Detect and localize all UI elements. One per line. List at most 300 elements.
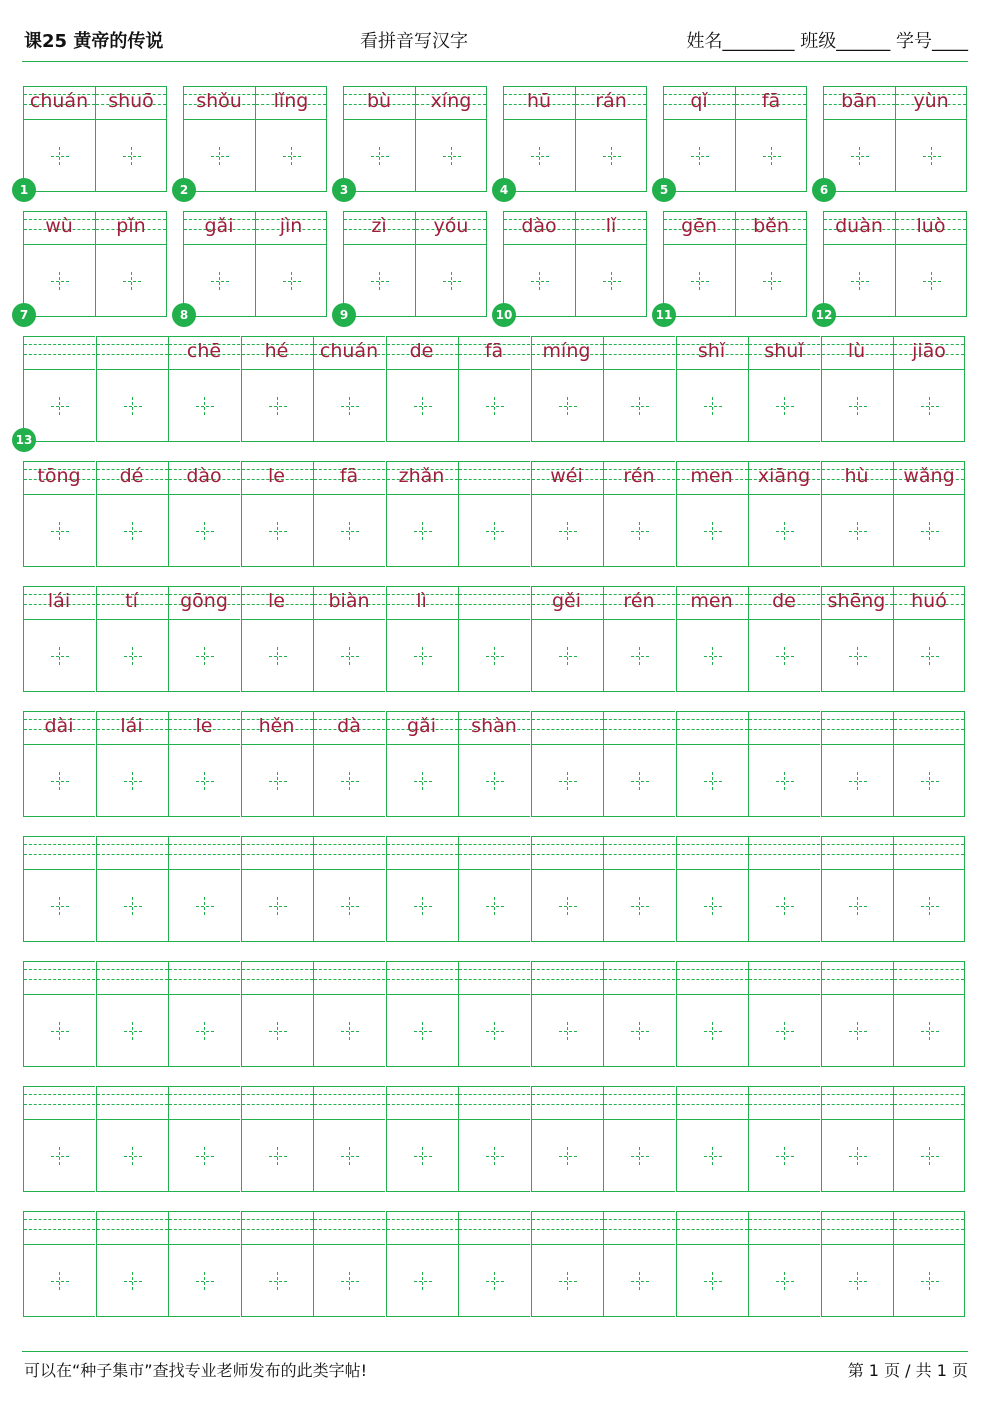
writing-cell[interactable] bbox=[458, 461, 531, 568]
writing-cell[interactable] bbox=[458, 711, 531, 818]
pinyin-lines bbox=[748, 1211, 820, 1245]
writing-cell[interactable] bbox=[531, 461, 604, 568]
writing-cell[interactable] bbox=[575, 211, 648, 318]
character-box[interactable] bbox=[168, 619, 240, 692]
pinyin-label: chuán bbox=[29, 90, 89, 112]
character-box[interactable] bbox=[893, 1244, 965, 1317]
character-box[interactable] bbox=[96, 494, 168, 567]
character-box[interactable] bbox=[23, 244, 95, 317]
writing-cell[interactable] bbox=[313, 1086, 386, 1193]
writing-cell[interactable] bbox=[458, 961, 531, 1068]
writing-cell[interactable] bbox=[168, 1211, 241, 1318]
writing-cell[interactable] bbox=[531, 711, 604, 818]
character-box[interactable] bbox=[458, 1244, 530, 1317]
writing-cell[interactable] bbox=[603, 461, 676, 568]
writing-cell[interactable] bbox=[386, 711, 459, 818]
writing-cell[interactable] bbox=[893, 336, 966, 443]
character-box[interactable] bbox=[96, 1244, 168, 1317]
character-box[interactable] bbox=[168, 494, 240, 567]
character-box[interactable] bbox=[96, 369, 168, 442]
character-box[interactable] bbox=[748, 619, 820, 692]
writing-cell[interactable] bbox=[676, 961, 749, 1068]
character-box[interactable] bbox=[531, 869, 603, 942]
writing-cell[interactable] bbox=[241, 1086, 314, 1193]
character-box[interactable] bbox=[893, 369, 965, 442]
character-box[interactable] bbox=[823, 244, 895, 317]
character-box[interactable] bbox=[168, 869, 240, 942]
writing-cell[interactable] bbox=[168, 461, 241, 568]
pinyin-label: bù bbox=[366, 90, 392, 112]
character-box[interactable] bbox=[503, 119, 575, 192]
writing-cell[interactable] bbox=[313, 961, 386, 1068]
character-box[interactable] bbox=[531, 619, 603, 692]
character-box[interactable] bbox=[893, 994, 965, 1067]
character-box[interactable] bbox=[313, 369, 385, 442]
character-box[interactable] bbox=[603, 869, 675, 942]
writing-cell[interactable] bbox=[893, 586, 966, 693]
writing-cell[interactable] bbox=[458, 586, 531, 693]
character-box[interactable] bbox=[386, 744, 458, 817]
writing-cell[interactable] bbox=[893, 836, 966, 943]
writing-cell[interactable] bbox=[893, 1211, 966, 1318]
character-box[interactable] bbox=[821, 744, 893, 817]
pinyin-lines bbox=[676, 1086, 748, 1120]
writing-cell[interactable] bbox=[531, 1086, 604, 1193]
writing-cell[interactable] bbox=[503, 211, 576, 318]
character-box[interactable] bbox=[386, 369, 458, 442]
writing-cell[interactable] bbox=[821, 1211, 894, 1318]
character-box[interactable] bbox=[748, 494, 820, 567]
writing-cell[interactable] bbox=[168, 586, 241, 693]
character-box[interactable] bbox=[241, 369, 313, 442]
writing-cell[interactable] bbox=[603, 586, 676, 693]
writing-cell[interactable] bbox=[893, 961, 966, 1068]
character-box[interactable] bbox=[735, 244, 807, 317]
pinyin-lines bbox=[23, 961, 95, 995]
character-box[interactable] bbox=[575, 244, 647, 317]
pinyin-label: fā bbox=[339, 465, 359, 487]
writing-cell[interactable] bbox=[458, 1211, 531, 1318]
writing-cell[interactable] bbox=[823, 86, 896, 193]
character-box[interactable] bbox=[95, 119, 167, 192]
writing-cell[interactable] bbox=[676, 461, 749, 568]
pinyin-lines bbox=[458, 586, 530, 620]
pinyin-lines bbox=[241, 1211, 313, 1245]
character-box[interactable] bbox=[748, 1119, 820, 1192]
writing-cell[interactable] bbox=[503, 86, 576, 193]
writing-cell[interactable] bbox=[748, 336, 821, 443]
character-box[interactable] bbox=[821, 494, 893, 567]
character-box[interactable] bbox=[458, 619, 530, 692]
writing-cell[interactable] bbox=[893, 461, 966, 568]
pinyin-label: zhǎn bbox=[398, 465, 445, 487]
writing-cell[interactable] bbox=[23, 961, 96, 1068]
pinyin-label: dài bbox=[44, 715, 74, 737]
pinyin-lines bbox=[96, 961, 168, 995]
character-box[interactable] bbox=[23, 994, 95, 1067]
writing-cell[interactable] bbox=[96, 1086, 169, 1193]
character-box[interactable] bbox=[531, 369, 603, 442]
pinyin-label: shǐ bbox=[697, 340, 726, 362]
character-box[interactable] bbox=[386, 1244, 458, 1317]
writing-cell[interactable] bbox=[603, 836, 676, 943]
character-box[interactable] bbox=[603, 994, 675, 1067]
character-box[interactable] bbox=[23, 119, 95, 192]
writing-cell[interactable] bbox=[23, 586, 96, 693]
writing-cell[interactable] bbox=[676, 711, 749, 818]
writing-cell[interactable] bbox=[458, 836, 531, 943]
writing-cell[interactable] bbox=[748, 1211, 821, 1318]
character-box[interactable] bbox=[23, 744, 95, 817]
character-box[interactable] bbox=[168, 744, 240, 817]
character-box[interactable] bbox=[183, 119, 255, 192]
character-box[interactable] bbox=[821, 369, 893, 442]
question-number-badge: 11 bbox=[652, 303, 676, 327]
character-box[interactable] bbox=[676, 494, 748, 567]
character-box[interactable] bbox=[168, 1244, 240, 1317]
writing-cell[interactable] bbox=[96, 836, 169, 943]
character-box[interactable] bbox=[458, 494, 530, 567]
writing-cell[interactable] bbox=[168, 711, 241, 818]
character-box[interactable] bbox=[313, 744, 385, 817]
writing-cell[interactable] bbox=[95, 211, 168, 318]
character-box[interactable] bbox=[23, 1244, 95, 1317]
character-box[interactable] bbox=[503, 244, 575, 317]
character-box[interactable] bbox=[343, 119, 415, 192]
character-box[interactable] bbox=[96, 1119, 168, 1192]
writing-cell[interactable] bbox=[241, 711, 314, 818]
writing-cell[interactable] bbox=[386, 836, 459, 943]
writing-cell[interactable] bbox=[821, 586, 894, 693]
writing-cell[interactable] bbox=[531, 1211, 604, 1318]
writing-cell[interactable] bbox=[241, 1211, 314, 1318]
pinyin-label: chē bbox=[186, 340, 222, 362]
writing-cell[interactable] bbox=[748, 461, 821, 568]
writing-cell[interactable] bbox=[23, 211, 96, 318]
character-box[interactable] bbox=[676, 1119, 748, 1192]
writing-cell[interactable] bbox=[895, 211, 968, 318]
writing-cell[interactable] bbox=[603, 336, 676, 443]
character-box[interactable] bbox=[893, 1119, 965, 1192]
writing-cell[interactable] bbox=[343, 86, 416, 193]
character-box[interactable] bbox=[313, 619, 385, 692]
character-box[interactable] bbox=[23, 369, 95, 442]
character-box[interactable] bbox=[821, 1244, 893, 1317]
pinyin-label: gēn bbox=[681, 215, 717, 237]
character-box[interactable] bbox=[343, 244, 415, 317]
character-box[interactable] bbox=[415, 119, 487, 192]
pinyin-label: duàn bbox=[835, 215, 883, 237]
writing-cell[interactable] bbox=[676, 836, 749, 943]
writing-cell[interactable] bbox=[663, 211, 736, 318]
writing-cell[interactable] bbox=[821, 461, 894, 568]
writing-cell[interactable] bbox=[183, 211, 256, 318]
character-box[interactable] bbox=[255, 244, 327, 317]
character-box[interactable] bbox=[23, 869, 95, 942]
character-box[interactable] bbox=[603, 494, 675, 567]
writing-cell[interactable] bbox=[23, 86, 96, 193]
character-box[interactable] bbox=[603, 1244, 675, 1317]
character-box[interactable] bbox=[531, 744, 603, 817]
character-box[interactable] bbox=[168, 994, 240, 1067]
writing-cell[interactable] bbox=[893, 711, 966, 818]
writing-cell[interactable] bbox=[241, 461, 314, 568]
writing-cell[interactable] bbox=[603, 711, 676, 818]
writing-cell[interactable] bbox=[96, 586, 169, 693]
character-box[interactable] bbox=[735, 119, 807, 192]
student-info-fields: 姓名________ 班级______ 学号____ bbox=[686, 31, 968, 52]
writing-cell[interactable] bbox=[95, 86, 168, 193]
pinyin-label: tí bbox=[125, 590, 138, 612]
character-box[interactable] bbox=[575, 119, 647, 192]
writing-cell[interactable] bbox=[313, 1211, 386, 1318]
character-box[interactable] bbox=[96, 869, 168, 942]
writing-cell[interactable] bbox=[821, 836, 894, 943]
writing-cell[interactable] bbox=[531, 961, 604, 1068]
character-box[interactable] bbox=[676, 744, 748, 817]
character-box[interactable] bbox=[748, 994, 820, 1067]
pinyin-lines bbox=[96, 336, 168, 370]
character-box[interactable] bbox=[386, 494, 458, 567]
character-box[interactable] bbox=[603, 1119, 675, 1192]
character-box[interactable] bbox=[386, 619, 458, 692]
character-box[interactable] bbox=[458, 994, 530, 1067]
pinyin-lines bbox=[458, 1211, 530, 1245]
writing-cell[interactable] bbox=[96, 1211, 169, 1318]
writing-cell[interactable] bbox=[313, 711, 386, 818]
writing-cell[interactable] bbox=[821, 336, 894, 443]
character-box[interactable] bbox=[95, 244, 167, 317]
character-box[interactable] bbox=[168, 369, 240, 442]
writing-cell[interactable] bbox=[96, 336, 169, 443]
writing-cell[interactable] bbox=[603, 961, 676, 1068]
pinyin-lines bbox=[531, 836, 603, 870]
character-box[interactable] bbox=[748, 1244, 820, 1317]
writing-cell[interactable] bbox=[821, 961, 894, 1068]
character-box[interactable] bbox=[386, 869, 458, 942]
character-box[interactable] bbox=[676, 1244, 748, 1317]
sheet-title: 看拼音写汉字 bbox=[360, 31, 468, 52]
footer-divider bbox=[22, 1351, 968, 1352]
writing-cell[interactable] bbox=[386, 461, 459, 568]
writing-cell[interactable] bbox=[663, 86, 736, 193]
character-box[interactable] bbox=[313, 1119, 385, 1192]
writing-cell[interactable] bbox=[748, 1086, 821, 1193]
writing-cell[interactable] bbox=[386, 961, 459, 1068]
writing-cell[interactable] bbox=[735, 211, 808, 318]
character-box[interactable] bbox=[241, 994, 313, 1067]
writing-cell[interactable] bbox=[241, 336, 314, 443]
writing-cell[interactable] bbox=[458, 336, 531, 443]
character-box[interactable] bbox=[603, 744, 675, 817]
writing-cell[interactable] bbox=[96, 461, 169, 568]
character-box[interactable] bbox=[893, 744, 965, 817]
writing-cell[interactable] bbox=[821, 711, 894, 818]
pinyin-label: lù bbox=[847, 340, 866, 362]
writing-cell[interactable] bbox=[676, 586, 749, 693]
writing-cell[interactable] bbox=[386, 1211, 459, 1318]
character-box[interactable] bbox=[241, 1244, 313, 1317]
writing-cell[interactable] bbox=[313, 336, 386, 443]
writing-cell[interactable] bbox=[531, 336, 604, 443]
character-box[interactable] bbox=[893, 869, 965, 942]
writing-cell[interactable] bbox=[676, 1086, 749, 1193]
pinyin-label: qǐ bbox=[690, 90, 708, 112]
character-box[interactable] bbox=[23, 1119, 95, 1192]
character-box[interactable] bbox=[458, 369, 530, 442]
character-box[interactable] bbox=[676, 869, 748, 942]
pinyin-lines bbox=[676, 961, 748, 995]
writing-cell[interactable] bbox=[23, 1211, 96, 1318]
character-box[interactable] bbox=[748, 744, 820, 817]
pinyin-lines bbox=[531, 1086, 603, 1120]
writing-cell[interactable] bbox=[23, 1086, 96, 1193]
character-box[interactable] bbox=[676, 994, 748, 1067]
writing-cell[interactable] bbox=[893, 1086, 966, 1193]
character-box[interactable] bbox=[96, 744, 168, 817]
character-box[interactable] bbox=[531, 994, 603, 1067]
character-box[interactable] bbox=[241, 744, 313, 817]
writing-cell[interactable] bbox=[241, 961, 314, 1068]
writing-cell[interactable] bbox=[23, 836, 96, 943]
pinyin-label: rán bbox=[595, 90, 627, 112]
pinyin-lines bbox=[893, 961, 965, 995]
character-box[interactable] bbox=[531, 1119, 603, 1192]
writing-cell[interactable] bbox=[168, 1086, 241, 1193]
character-box[interactable] bbox=[96, 994, 168, 1067]
writing-cell[interactable] bbox=[255, 86, 328, 193]
writing-cell[interactable] bbox=[343, 211, 416, 318]
pinyin-label: lǐ bbox=[605, 215, 617, 237]
writing-cell[interactable] bbox=[168, 836, 241, 943]
writing-cell[interactable] bbox=[676, 1211, 749, 1318]
pinyin-lines bbox=[603, 1211, 675, 1245]
character-box[interactable] bbox=[241, 869, 313, 942]
character-box[interactable] bbox=[893, 494, 965, 567]
writing-cell[interactable] bbox=[313, 836, 386, 943]
character-box[interactable] bbox=[895, 244, 967, 317]
writing-cell[interactable] bbox=[386, 586, 459, 693]
writing-cell[interactable] bbox=[748, 711, 821, 818]
pinyin-lines bbox=[603, 1086, 675, 1120]
writing-cell[interactable] bbox=[895, 86, 968, 193]
writing-cell[interactable] bbox=[386, 1086, 459, 1193]
writing-cell[interactable] bbox=[241, 836, 314, 943]
character-box[interactable] bbox=[531, 494, 603, 567]
writing-cell[interactable] bbox=[748, 836, 821, 943]
character-box[interactable] bbox=[895, 119, 967, 192]
character-box[interactable] bbox=[663, 244, 735, 317]
writing-cell[interactable] bbox=[168, 336, 241, 443]
character-box[interactable] bbox=[531, 1244, 603, 1317]
character-box[interactable] bbox=[313, 994, 385, 1067]
character-box[interactable] bbox=[458, 744, 530, 817]
writing-cell[interactable] bbox=[255, 211, 328, 318]
writing-cell[interactable] bbox=[458, 1086, 531, 1193]
question-number-badge: 5 bbox=[652, 178, 676, 202]
character-box[interactable] bbox=[313, 494, 385, 567]
pinyin-lines bbox=[458, 1086, 530, 1120]
writing-cell[interactable] bbox=[415, 86, 488, 193]
character-box[interactable] bbox=[96, 619, 168, 692]
character-box[interactable] bbox=[241, 619, 313, 692]
writing-cell[interactable] bbox=[96, 711, 169, 818]
character-box[interactable] bbox=[386, 994, 458, 1067]
character-box[interactable] bbox=[241, 494, 313, 567]
character-box[interactable] bbox=[168, 1119, 240, 1192]
character-box[interactable] bbox=[458, 869, 530, 942]
character-box[interactable] bbox=[821, 619, 893, 692]
writing-cell[interactable] bbox=[531, 586, 604, 693]
writing-cell[interactable] bbox=[23, 336, 96, 443]
writing-cell[interactable] bbox=[531, 836, 604, 943]
character-box[interactable] bbox=[458, 1119, 530, 1192]
character-box[interactable] bbox=[823, 119, 895, 192]
character-box[interactable] bbox=[663, 119, 735, 192]
character-box[interactable] bbox=[313, 869, 385, 942]
character-box[interactable] bbox=[415, 244, 487, 317]
character-box[interactable] bbox=[241, 1119, 313, 1192]
writing-cell[interactable] bbox=[313, 461, 386, 568]
writing-cell[interactable] bbox=[415, 211, 488, 318]
character-box[interactable] bbox=[821, 869, 893, 942]
writing-cell[interactable] bbox=[735, 86, 808, 193]
character-box[interactable] bbox=[676, 369, 748, 442]
writing-cell[interactable] bbox=[748, 586, 821, 693]
character-box[interactable] bbox=[23, 494, 95, 567]
character-box[interactable] bbox=[603, 619, 675, 692]
pinyin-label: dào bbox=[521, 215, 557, 237]
character-box[interactable] bbox=[255, 119, 327, 192]
writing-cell[interactable] bbox=[183, 86, 256, 193]
writing-cell[interactable] bbox=[821, 1086, 894, 1193]
pinyin-lines bbox=[676, 711, 748, 745]
pinyin-lines bbox=[386, 1086, 458, 1120]
character-box[interactable] bbox=[386, 1119, 458, 1192]
writing-cell[interactable] bbox=[603, 1086, 676, 1193]
pinyin-lines bbox=[386, 836, 458, 870]
writing-cell[interactable] bbox=[23, 461, 96, 568]
character-box[interactable] bbox=[748, 869, 820, 942]
pinyin-lines bbox=[821, 1086, 893, 1120]
writing-cell[interactable] bbox=[23, 711, 96, 818]
character-box[interactable] bbox=[313, 1244, 385, 1317]
page-indicator: 第 1 页 / 共 1 页 bbox=[847, 1361, 968, 1380]
writing-cell[interactable] bbox=[575, 86, 648, 193]
writing-cell[interactable] bbox=[823, 211, 896, 318]
pinyin-label: tōng bbox=[37, 465, 81, 487]
writing-cell[interactable] bbox=[603, 1211, 676, 1318]
pinyin-label: hū bbox=[526, 90, 552, 112]
writing-cell[interactable] bbox=[241, 586, 314, 693]
character-box[interactable] bbox=[603, 369, 675, 442]
writing-cell[interactable] bbox=[676, 336, 749, 443]
pinyin-label: le bbox=[268, 590, 285, 612]
writing-cell[interactable] bbox=[748, 961, 821, 1068]
character-box[interactable] bbox=[893, 619, 965, 692]
character-box[interactable] bbox=[821, 1119, 893, 1192]
writing-cell[interactable] bbox=[386, 336, 459, 443]
character-box[interactable] bbox=[821, 994, 893, 1067]
character-box[interactable] bbox=[183, 244, 255, 317]
character-box[interactable] bbox=[676, 619, 748, 692]
writing-cell[interactable] bbox=[96, 961, 169, 1068]
pinyin-lines bbox=[386, 1211, 458, 1245]
writing-cell[interactable] bbox=[168, 961, 241, 1068]
writing-cell[interactable] bbox=[313, 586, 386, 693]
character-box[interactable] bbox=[23, 619, 95, 692]
character-box[interactable] bbox=[748, 369, 820, 442]
